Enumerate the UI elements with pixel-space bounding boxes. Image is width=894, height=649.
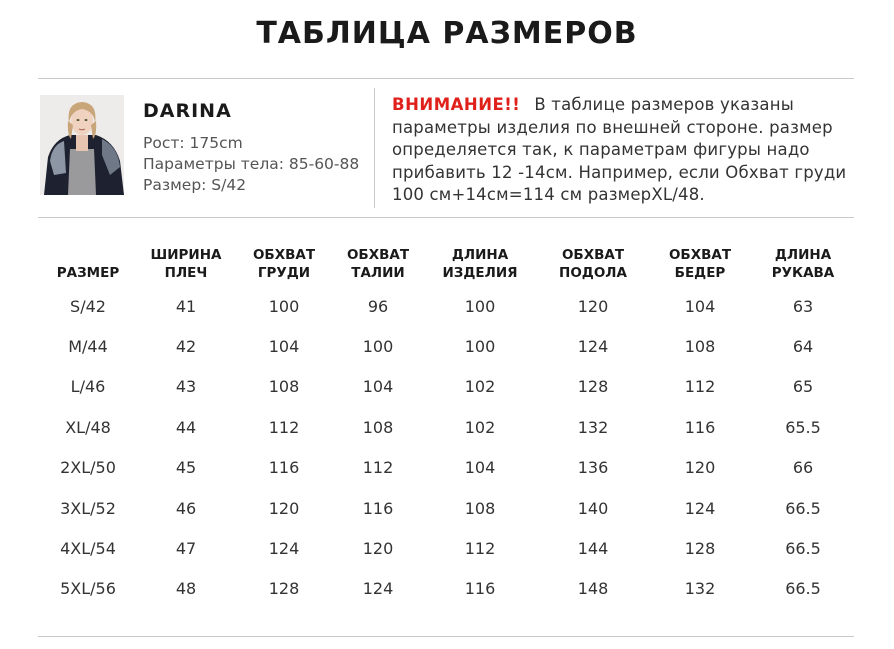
size-cell: 2XL/50 xyxy=(60,458,116,478)
measurement-cell: 44 xyxy=(175,417,197,437)
model-photo xyxy=(40,95,124,195)
column-header-line: ОБХВАТ xyxy=(346,247,410,263)
measurement-cell: 108 xyxy=(464,498,496,518)
measurement-cell: 124 xyxy=(577,337,609,357)
table-row xyxy=(38,448,854,488)
measurement-cell: 128 xyxy=(684,539,716,559)
measurement-cell: 124 xyxy=(268,539,300,559)
measurement-cell: 65 xyxy=(792,377,814,397)
column-header-line: ПОДОЛА xyxy=(559,265,627,281)
measurement-cell: 116 xyxy=(464,579,496,599)
column-header xyxy=(38,236,138,286)
column-header xyxy=(538,236,648,286)
measurement-cell: 41 xyxy=(175,296,197,316)
measurement-cell: 140 xyxy=(577,498,609,518)
column-header-line: ОБХВАТ xyxy=(252,247,316,263)
middle-divider xyxy=(38,217,854,218)
table-header-row xyxy=(38,236,854,286)
size-cell: 4XL/54 xyxy=(60,539,116,559)
measurement-cell: 116 xyxy=(362,498,394,518)
measurement-cell: 66.5 xyxy=(785,539,821,559)
measurement-cell: 112 xyxy=(362,458,394,478)
column-header-line: РУКАВА xyxy=(771,265,835,281)
size-notice xyxy=(392,94,862,207)
column-header-line: РАЗМЕР xyxy=(56,265,120,281)
column-header xyxy=(648,236,752,286)
table-body xyxy=(38,286,854,609)
measurement-cell: 108 xyxy=(362,417,394,437)
measurement-cell: 46 xyxy=(175,498,197,518)
measurement-cell: 100 xyxy=(464,337,496,357)
column-header-line: ДЛИНА xyxy=(774,247,832,263)
notice-text: В таблице размеров указаны параметры изделия по внешней стороне. размер определяется так, к параметрам фигуры надо прибавить 12 -14см. Например, если Обхват груди 100 см+14см=114 см размерXL/48. xyxy=(392,95,847,204)
measurement-cell: 63 xyxy=(792,296,814,316)
measurement-cell: 144 xyxy=(577,539,609,559)
measurement-cell: 128 xyxy=(268,579,300,599)
measurement-cell: 66 xyxy=(792,458,814,478)
measurement-cell: 48 xyxy=(175,579,197,599)
measurement-cell: 124 xyxy=(362,579,394,599)
measurement-cell: 104 xyxy=(268,337,300,357)
column-header xyxy=(752,236,854,286)
column-header-line: ОБХВАТ xyxy=(561,247,625,263)
size-cell: 5XL/56 xyxy=(60,579,116,599)
table-row xyxy=(38,488,854,528)
measurement-cell: 100 xyxy=(362,337,394,357)
measurement-cell: 66.5 xyxy=(785,498,821,518)
size-cell: XL/48 xyxy=(65,417,111,437)
column-header xyxy=(422,236,538,286)
measurement-cell: 128 xyxy=(577,377,609,397)
column-header-line: ГРУДИ xyxy=(257,265,311,281)
table-row xyxy=(38,367,854,407)
table-row xyxy=(38,286,854,326)
vertical-divider xyxy=(374,88,375,208)
size-cell: M/44 xyxy=(68,337,108,357)
column-header xyxy=(234,236,334,286)
measurement-cell: 108 xyxy=(268,377,300,397)
measurement-cell: 132 xyxy=(684,579,716,599)
measurement-cell: 45 xyxy=(175,458,197,478)
measurement-cell: 104 xyxy=(362,377,394,397)
column-header xyxy=(334,236,422,286)
measurement-cell: 120 xyxy=(577,296,609,316)
column-header-line: ИЗДЕЛИЯ xyxy=(442,265,518,281)
bottom-divider xyxy=(38,636,854,637)
measurement-cell: 104 xyxy=(464,458,496,478)
measurement-cell: 120 xyxy=(684,458,716,478)
column-header-line: ДЛИНА xyxy=(451,247,509,263)
measurement-cell: 112 xyxy=(268,417,300,437)
table-row xyxy=(38,407,854,447)
measurement-cell: 102 xyxy=(464,417,496,437)
size-cell: L/46 xyxy=(70,377,106,397)
page-title: ТАБЛИЦА РАЗМЕРОВ xyxy=(256,16,638,51)
column-header-line: ОБХВАТ xyxy=(668,247,732,263)
table-row xyxy=(38,528,854,568)
measurement-cell: 124 xyxy=(684,498,716,518)
measurement-cell: 65.5 xyxy=(785,417,821,437)
measurement-cell: 136 xyxy=(577,458,609,478)
column-header-line: БЕДЕР xyxy=(674,265,726,281)
measurement-cell: 112 xyxy=(464,539,496,559)
measurement-cell: 42 xyxy=(175,337,197,357)
measurement-cell: 96 xyxy=(367,296,389,316)
measurement-cell: 116 xyxy=(684,417,716,437)
column-header-line: ПЛЕЧ xyxy=(164,265,208,281)
model-body-params: Параметры тела: 85-60-88 xyxy=(143,155,360,173)
top-divider xyxy=(38,78,854,79)
table-row xyxy=(38,569,854,609)
measurement-cell: 102 xyxy=(464,377,496,397)
size-cell: 3XL/52 xyxy=(60,498,116,518)
size-cell: S/42 xyxy=(70,296,106,316)
measurement-cell: 108 xyxy=(684,337,716,357)
measurement-cell: 100 xyxy=(464,296,496,316)
column-header-line: ТАЛИИ xyxy=(351,265,405,281)
model-height: Рост: 175cm xyxy=(143,134,243,152)
measurement-cell: 47 xyxy=(175,539,197,559)
measurement-cell: 66.5 xyxy=(785,579,821,599)
measurement-cell: 100 xyxy=(268,296,300,316)
model-size: Размер: S/42 xyxy=(143,176,247,194)
size-table xyxy=(38,236,854,609)
column-header xyxy=(138,236,234,286)
warning-label: ВНИМАНИЕ!! xyxy=(392,95,521,114)
measurement-cell: 120 xyxy=(268,498,300,518)
table-row xyxy=(38,326,854,366)
measurement-cell: 120 xyxy=(362,539,394,559)
measurement-cell: 112 xyxy=(684,377,716,397)
measurement-cell: 148 xyxy=(577,579,609,599)
measurement-cell: 43 xyxy=(175,377,197,397)
column-header-line: ШИРИНА xyxy=(150,247,222,263)
measurement-cell: 132 xyxy=(577,417,609,437)
measurement-cell: 64 xyxy=(792,337,814,357)
measurement-cell: 116 xyxy=(268,458,300,478)
measurement-cell: 104 xyxy=(684,296,716,316)
model-name: DARINA xyxy=(143,100,232,122)
